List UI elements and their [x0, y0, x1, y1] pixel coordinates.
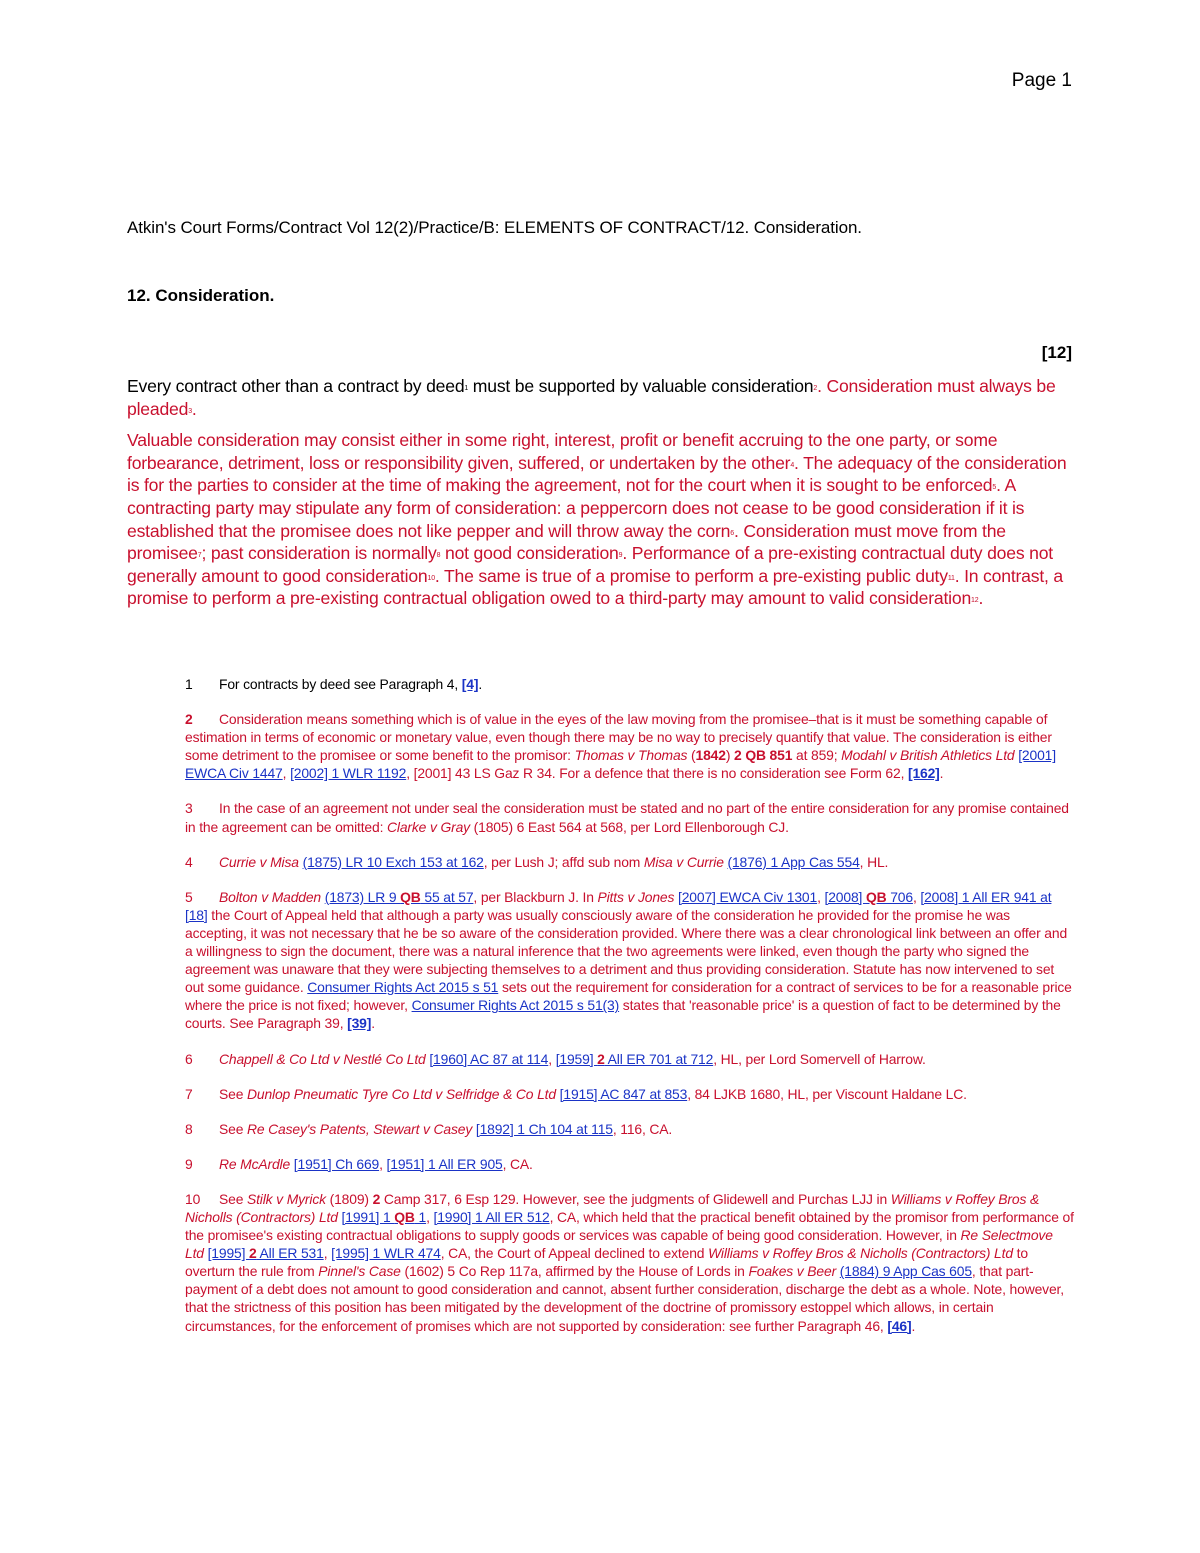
case-name: Thomas v Thomas: [574, 747, 688, 764]
text: , HL.: [859, 853, 889, 870]
text: .: [191, 398, 197, 419]
text: . The same is true of a promise to perform a pre-existing public duty: [434, 565, 948, 586]
link-text-bold: QB: [400, 888, 421, 905]
case-name: Clarke v Gray: [387, 818, 470, 835]
text: , that part-payment of a debt does not amount to good consideration and cannot, absent further consideration, discharge the debt as a whole. Note, however, that the strictness of this position has been mitigated by the development of the doctrine of promissory estoppel which allows, in certain circumstances, for the enforcement of promises which are not supported by consideration: see further Paragraph 46,: [185, 1263, 1064, 1334]
text: .: [978, 588, 984, 609]
footnote-ref-12[interactable]: 12: [971, 597, 979, 605]
citation-link[interactable]: [1990] 1 All ER 512: [433, 1208, 550, 1225]
link-text-bold: QB: [865, 888, 887, 905]
case-name: Re McArdle: [219, 1155, 291, 1172]
footnote-ref-9[interactable]: 9: [618, 552, 623, 560]
text: (: [687, 747, 696, 764]
text: . Consideration must move from the promisee: [127, 520, 1006, 564]
text: Valuable consideration may consist either in some right, interest, profit or benefit accruing to the one party, or some forbearance, detriment, loss or responsibility given, suffered, or undertaken by the other: [127, 430, 998, 473]
text: For contracts by deed see Paragraph 4,: [219, 676, 462, 692]
citation-link[interactable]: [1951] Ch 669: [293, 1155, 380, 1172]
text: . A contracting party may stipulate any form of consideration: a peppercorn does not cease to be good consideration if it is established that the promisee does not like pepper and will throw away the corn: [127, 475, 1025, 541]
text: sets out the requirement for consideration for a contract of services to be for a reasonable price where the price is not fixed; however,: [185, 979, 1072, 1014]
text: , 116, CA.: [612, 1120, 673, 1137]
footnote-number: 4: [185, 853, 193, 870]
citation-link[interactable]: [2002] 1 WLR 1192: [290, 765, 407, 782]
footnote-number: 1: [185, 676, 193, 692]
text: , [2001] 43 LS Gaz R 34. For a defence that there is no consideration see Form 62,: [406, 765, 908, 782]
text: states that 'reasonable price' is a question of fact to be determined by the courts. See Paragraph 39,: [185, 997, 1061, 1032]
citation-link[interactable]: [208, 1245, 324, 1261]
footnote-ref-7[interactable]: 7: [197, 552, 202, 560]
citation-link[interactable]: [342, 1209, 427, 1225]
case-name: Re Casey's Patents, Stewart v Casey: [246, 1120, 473, 1137]
citation-volume: 2: [372, 1190, 381, 1207]
footnote-7: [185, 1085, 1075, 1103]
footnote-number: 3: [185, 800, 193, 817]
text: (1805) 6 East 564 at 568, per Lord Ellenborough CJ.: [469, 818, 789, 835]
text: , per Lush J; affd sub nom: [483, 853, 644, 870]
link-text: All ER 531: [256, 1245, 324, 1262]
text: Every contract other than a contract by deed: [127, 376, 465, 396]
link-text: 1: [414, 1208, 427, 1225]
footnote-3: [185, 799, 1075, 835]
citation-link[interactable]: [1951] 1 All ER 905: [386, 1155, 503, 1172]
citation-link[interactable]: [1915] AC 847 at 853: [559, 1085, 688, 1102]
citation-year: 1842: [695, 747, 726, 764]
case-name: Misa v Currie: [643, 853, 724, 870]
text: In the case of an agreement not under seal the consideration must be stated and no part of the entire consideration for any promise contained in the agreement can be omitted:: [185, 800, 1069, 835]
text: (1602) 5 Co Rep 117a, affirmed by the House of Lords in: [400, 1263, 749, 1280]
text: ,: [282, 765, 291, 782]
text: at 859;: [792, 747, 842, 764]
case-name: Foakes v Beer: [748, 1263, 837, 1280]
link-text-bold: QB: [394, 1208, 415, 1225]
text: ,: [912, 888, 921, 905]
paragraph-link[interactable]: [4]: [461, 676, 479, 692]
text: , CA, the Court of Appeal declined to extend: [440, 1245, 709, 1262]
section-heading: 12. Consideration.: [127, 286, 275, 305]
citation-link[interactable]: [2008] 1 All ER 941 at [18]: [185, 888, 1052, 923]
link-text-bold: 2: [249, 1245, 257, 1262]
case-name: Re Selectmove Ltd: [185, 1227, 1053, 1262]
citation-link[interactable]: [1995] 1 WLR 474: [331, 1245, 441, 1262]
text: ,: [548, 1050, 556, 1067]
footnote-8: [185, 1120, 1075, 1138]
text: . Performance of a pre-existing contractual duty does not generally amount to good consideration: [127, 543, 1053, 586]
footnotes: [185, 675, 1075, 1352]
citation-link[interactable]: (1884) 9 App Cas 605: [839, 1263, 972, 1280]
text: ,: [323, 1245, 332, 1262]
case-name: Modahl v British Athletics Ltd: [841, 747, 1015, 764]
footnote-number: 6: [185, 1050, 193, 1067]
footnote-number: 5: [185, 888, 193, 905]
text: . Consideration must always be pleaded: [127, 376, 1056, 419]
case-name: Dunlop Pneumatic Tyre Co Ltd v Selfridge & Co Ltd: [246, 1085, 556, 1102]
case-name: Stilk v Myrick: [246, 1190, 326, 1207]
form-link[interactable]: [162]: [907, 765, 940, 782]
statute-link[interactable]: Consumer Rights Act 2015 s 51(3): [411, 997, 620, 1014]
citation-link[interactable]: [825, 889, 913, 905]
text: See: [219, 1120, 247, 1137]
footnote-ref-8[interactable]: 8: [436, 552, 441, 560]
text: .: [939, 765, 944, 782]
footnote-10: [185, 1190, 1075, 1335]
citation-link[interactable]: [1960] AC 87 at 114: [429, 1050, 549, 1067]
citation-link[interactable]: (1875) LR 10 Exch 153 at 162: [302, 853, 484, 870]
case-name: Williams v Roffey Bros & Nicholls (Contractors) Ltd: [708, 1245, 1013, 1262]
case-name: Bolton v Madden: [219, 888, 321, 905]
text: ,: [426, 1208, 434, 1225]
link-text-bold: 2: [597, 1050, 605, 1067]
text: , 84 LJKB 1680, HL, per Viscount Haldane LC.: [687, 1085, 967, 1102]
citation-link[interactable]: [556, 1051, 714, 1067]
breadcrumb: Atkin's Court Forms/Contract Vol 12(2)/Practice/B: ELEMENTS OF CONTRACT/12. Consideration.: [127, 218, 862, 237]
footnote-1: [185, 675, 1075, 693]
text: , CA.: [502, 1155, 533, 1172]
link-text: [1991] 1: [341, 1208, 395, 1225]
text: . In contrast, a promise to perform a pre-existing contractual obligation owed to a third-party may amount to valid consideration: [127, 565, 1064, 609]
text: (1809): [325, 1190, 373, 1207]
footnote-number: 2: [185, 711, 193, 728]
case-name: Chappell & Co Ltd v Nestlé Co Ltd: [219, 1050, 426, 1067]
text: See: [219, 1190, 247, 1207]
text: .: [371, 1015, 375, 1032]
text: the Court of Appeal held that although a party was usually consciously aware of the consideration he provided for the promise he was accepting, it was not necessary that he be so aware of the consideration provided. Where there was a clear chronological link between an offer and a willingness to sign the document, there was a natural inference that the two agreements were linked, even though the party who signed the agreement was unaware that they were subjecting themselves to a detriment and thus providing consideration. Statute has now intervened to set out some guidance.: [185, 906, 1068, 996]
footnote-9: [185, 1155, 1075, 1173]
text: must be supported by valuable consideration: [468, 376, 814, 396]
paragraph-link[interactable]: [46]: [887, 1317, 912, 1334]
text: ,: [379, 1155, 387, 1172]
text: Consideration means something which is of value in the eyes of the law moving from the promisee–that is it must be something capable of estimation in terms of economic or monetary value, even though there may be no way to precisely quantify that value. The consideration is either some detriment to the promisee or some benefit to the promisor:: [185, 711, 1052, 764]
text: not good consideration: [440, 543, 619, 564]
case-name: Pinnel's Case: [318, 1263, 401, 1280]
statute-link[interactable]: Consumer Rights Act 2015 s 51: [307, 979, 499, 996]
text: Camp 317, 6 Esp 129. However, see the judgments of Glidewell and Purchas LJJ in: [380, 1190, 891, 1207]
citation-link[interactable]: [1892] 1 Ch 104 at 115: [475, 1120, 613, 1137]
body-paragraph-2: [127, 429, 1072, 610]
link-text: [1959]: [555, 1050, 598, 1067]
text: .: [911, 1317, 916, 1334]
footnote-number: 10: [185, 1190, 201, 1207]
text: , per Blackburn J. In: [473, 888, 598, 905]
text: . The adequacy of the consideration is for the parties to consider at the time of making the agreement, not for the court when it is sought to be enforced: [127, 452, 1067, 496]
page-number: Page 1: [1011, 70, 1072, 91]
footnote-number: 8: [185, 1120, 193, 1137]
footnote-ref-11[interactable]: 11: [947, 574, 955, 582]
footnote-ref-5[interactable]: 5: [992, 484, 997, 492]
footnote-4: [185, 853, 1075, 871]
text: See: [219, 1085, 247, 1102]
citation-link[interactable]: [2007] EWCA Civ 1301: [678, 888, 818, 905]
text: ): [725, 747, 735, 764]
footnote-ref-4[interactable]: 4: [790, 461, 795, 469]
link-text: [1995]: [207, 1245, 250, 1262]
footnote-ref-10[interactable]: 10: [427, 574, 435, 582]
footnote-ref-2[interactable]: 2: [813, 385, 818, 392]
footnote-ref-3[interactable]: 3: [188, 407, 192, 415]
text: , HL, per Lord Somervell of Harrow.: [713, 1050, 926, 1067]
body-paragraph-1: [127, 375, 1072, 420]
link-text: (1873) LR 9: [324, 888, 401, 905]
footnote-5: [185, 888, 1075, 1033]
case-name: Currie v Misa: [219, 853, 299, 870]
paragraph-link[interactable]: [39]: [347, 1015, 372, 1032]
link-text: [2008]: [824, 888, 866, 905]
body-text: [127, 375, 1072, 619]
text: ; past consideration is normally: [201, 543, 437, 564]
link-text: 706: [886, 888, 913, 905]
text: to overturn the rule from: [185, 1245, 1028, 1280]
citation-link[interactable]: [325, 889, 474, 905]
footnote-ref-6[interactable]: 6: [730, 529, 734, 537]
link-text: All ER 701 at 712: [604, 1050, 714, 1067]
text: , CA, which held that the practical benefit obtained by the promisor from performance of the promisee's existing contractual obligations to supply goods or services was capable of being good consideration. However, in: [185, 1208, 1074, 1244]
paragraph-marker: [12]: [1041, 343, 1072, 362]
footnote-ref-1[interactable]: 1: [464, 385, 469, 392]
case-name: Williams v Roffey Bros & Nicholls (Contractors) Ltd: [185, 1190, 1040, 1225]
text: .: [478, 676, 483, 692]
citation: 2 QB 851: [734, 747, 793, 764]
footnote-number: 7: [185, 1085, 193, 1102]
footnote-6: [185, 1050, 1075, 1068]
footnote-number: 9: [185, 1155, 193, 1172]
citation-link[interactable]: [2001] EWCA Civ 1447: [185, 747, 1056, 782]
link-text: 55 at 57: [420, 888, 474, 905]
text: ,: [817, 888, 825, 905]
case-name: Pitts v Jones: [597, 888, 675, 905]
citation-link[interactable]: (1876) 1 App Cas 554: [727, 853, 860, 870]
footnote-2: [185, 710, 1075, 782]
